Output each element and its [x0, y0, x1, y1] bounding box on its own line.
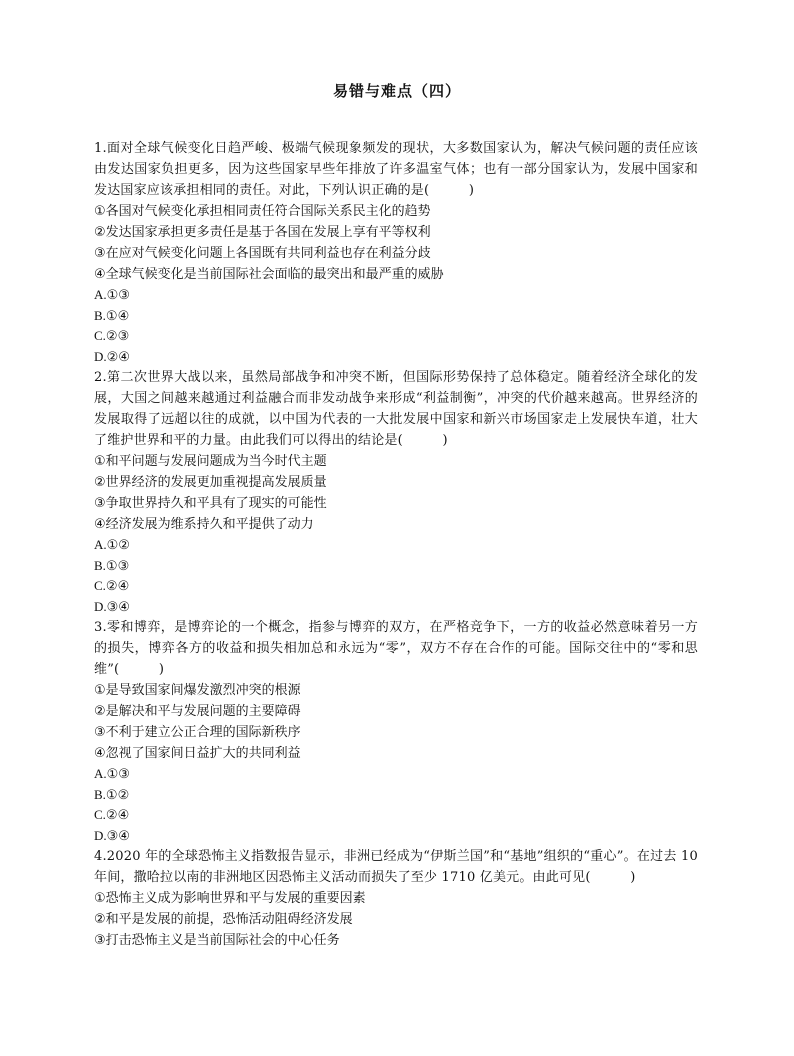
- question-list: [94, 138, 698, 951]
- answer-choice[interactable]: A.①③: [94, 766, 130, 781]
- statement-option: ③争取世界持久和平具有了现实的可能性: [94, 496, 327, 511]
- answer-choice[interactable]: D.③④: [94, 598, 130, 614]
- statement-option: ①恐怖主义成为影响世界和平与发展的重要因素: [94, 891, 366, 906]
- answer-choice[interactable]: B.①④: [94, 307, 130, 323]
- statement-option: ①各国对气候变化承担相同责任符合国际关系民主化的趋势: [94, 204, 431, 219]
- statement-option: ②和平是发展的前提，恐怖活动阻碍经济发展: [94, 912, 353, 927]
- statement-option: ③在应对气候变化问题上各国既有共同利益也存在利益分歧: [94, 246, 431, 261]
- question-stem: 4.2020 年的全球恐怖主义指数报告显示，非洲已经成为“伊斯兰国”和“基地”组织的“重心”。在过去 10 年间，撒哈拉以南的非洲地区因恐怖主义活动而损失了至少 1710 亿美元。由此可见( ): [94, 849, 698, 885]
- question-3: [94, 617, 698, 846]
- question-1: [94, 138, 698, 367]
- answer-choice[interactable]: C.②④: [94, 807, 130, 822]
- statement-option: ④忽视了国家间日益扩大的共同利益: [94, 746, 301, 761]
- statement-option: ②世界经济的发展更加重视提高发展质量: [94, 475, 327, 490]
- statement-option: ③不利于建立公正合理的国际新秩序: [94, 725, 301, 740]
- question-stem: 3.零和博弈，是博弈论的一个概念，指参与博弈的双方，在严格竞争下，一方的收益必然意味着另一方的损失，博弈各方的收益和损失相加总和永远为“零”，双方不存在合作的可能。国际交往中的“零和思维”( ): [94, 620, 698, 677]
- statement-option: ④全球气候变化是当前国际社会面临的最突出和最严重的威胁: [94, 267, 444, 282]
- answer-choice[interactable]: A.①②: [94, 537, 130, 552]
- answer-choice[interactable]: C.②④: [94, 578, 130, 593]
- answer-choice[interactable]: C.②③: [94, 328, 130, 343]
- statement-option: ④经济发展为维系持久和平提供了动力: [94, 517, 314, 532]
- answer-choice[interactable]: B.①②: [94, 786, 130, 802]
- question-stem: 2.第二次世界大战以来，虽然局部战争和冲突不断，但国际形势保持了总体稳定。随着经济全球化的发展，大国之间越来越通过利益融合而非发动战争来形成“利益制衡”，冲突的代价越来越高。世界经济的发展取得了远超以往的成就，以中国为代表的一大批发展中国家和新兴市场国家走上发展快车道，壮大了维护世界和平的力量。由此我们可以得出的结论是( ): [94, 370, 698, 448]
- statement-option: ②是解决和平与发展问题的主要障碍: [94, 704, 301, 719]
- page-title: 易错与难点（四）: [332, 82, 461, 100]
- answer-choice[interactable]: B.①③: [94, 557, 130, 573]
- answer-choice[interactable]: A.①③: [94, 287, 130, 302]
- question-4: [94, 846, 698, 951]
- question-stem: 1.面对全球气候变化日趋严峻、极端气候现象频发的现状，大多数国家认为，解决气候问题的责任应该由发达国家负担更多，因为这些国家早些年排放了许多温室气体；也有一部分国家认为，发展中国家和发达国家应该承担相同的责任。对此，下列认识正确的是( ): [94, 141, 698, 198]
- answer-choice[interactable]: D.③④: [94, 827, 130, 843]
- statement-option: ①是导致国家间爆发激烈冲突的根源: [94, 683, 301, 698]
- statement-option: ①和平问题与发展问题成为当今时代主题: [94, 454, 327, 469]
- answer-choice[interactable]: D.②④: [94, 348, 130, 364]
- statement-option: ②发达国家承担更多责任是基于各国在发展上享有平等权利: [94, 225, 431, 240]
- statement-option: ③打击恐怖主义是当前国际社会的中心任务: [94, 933, 340, 948]
- question-2: [94, 367, 698, 617]
